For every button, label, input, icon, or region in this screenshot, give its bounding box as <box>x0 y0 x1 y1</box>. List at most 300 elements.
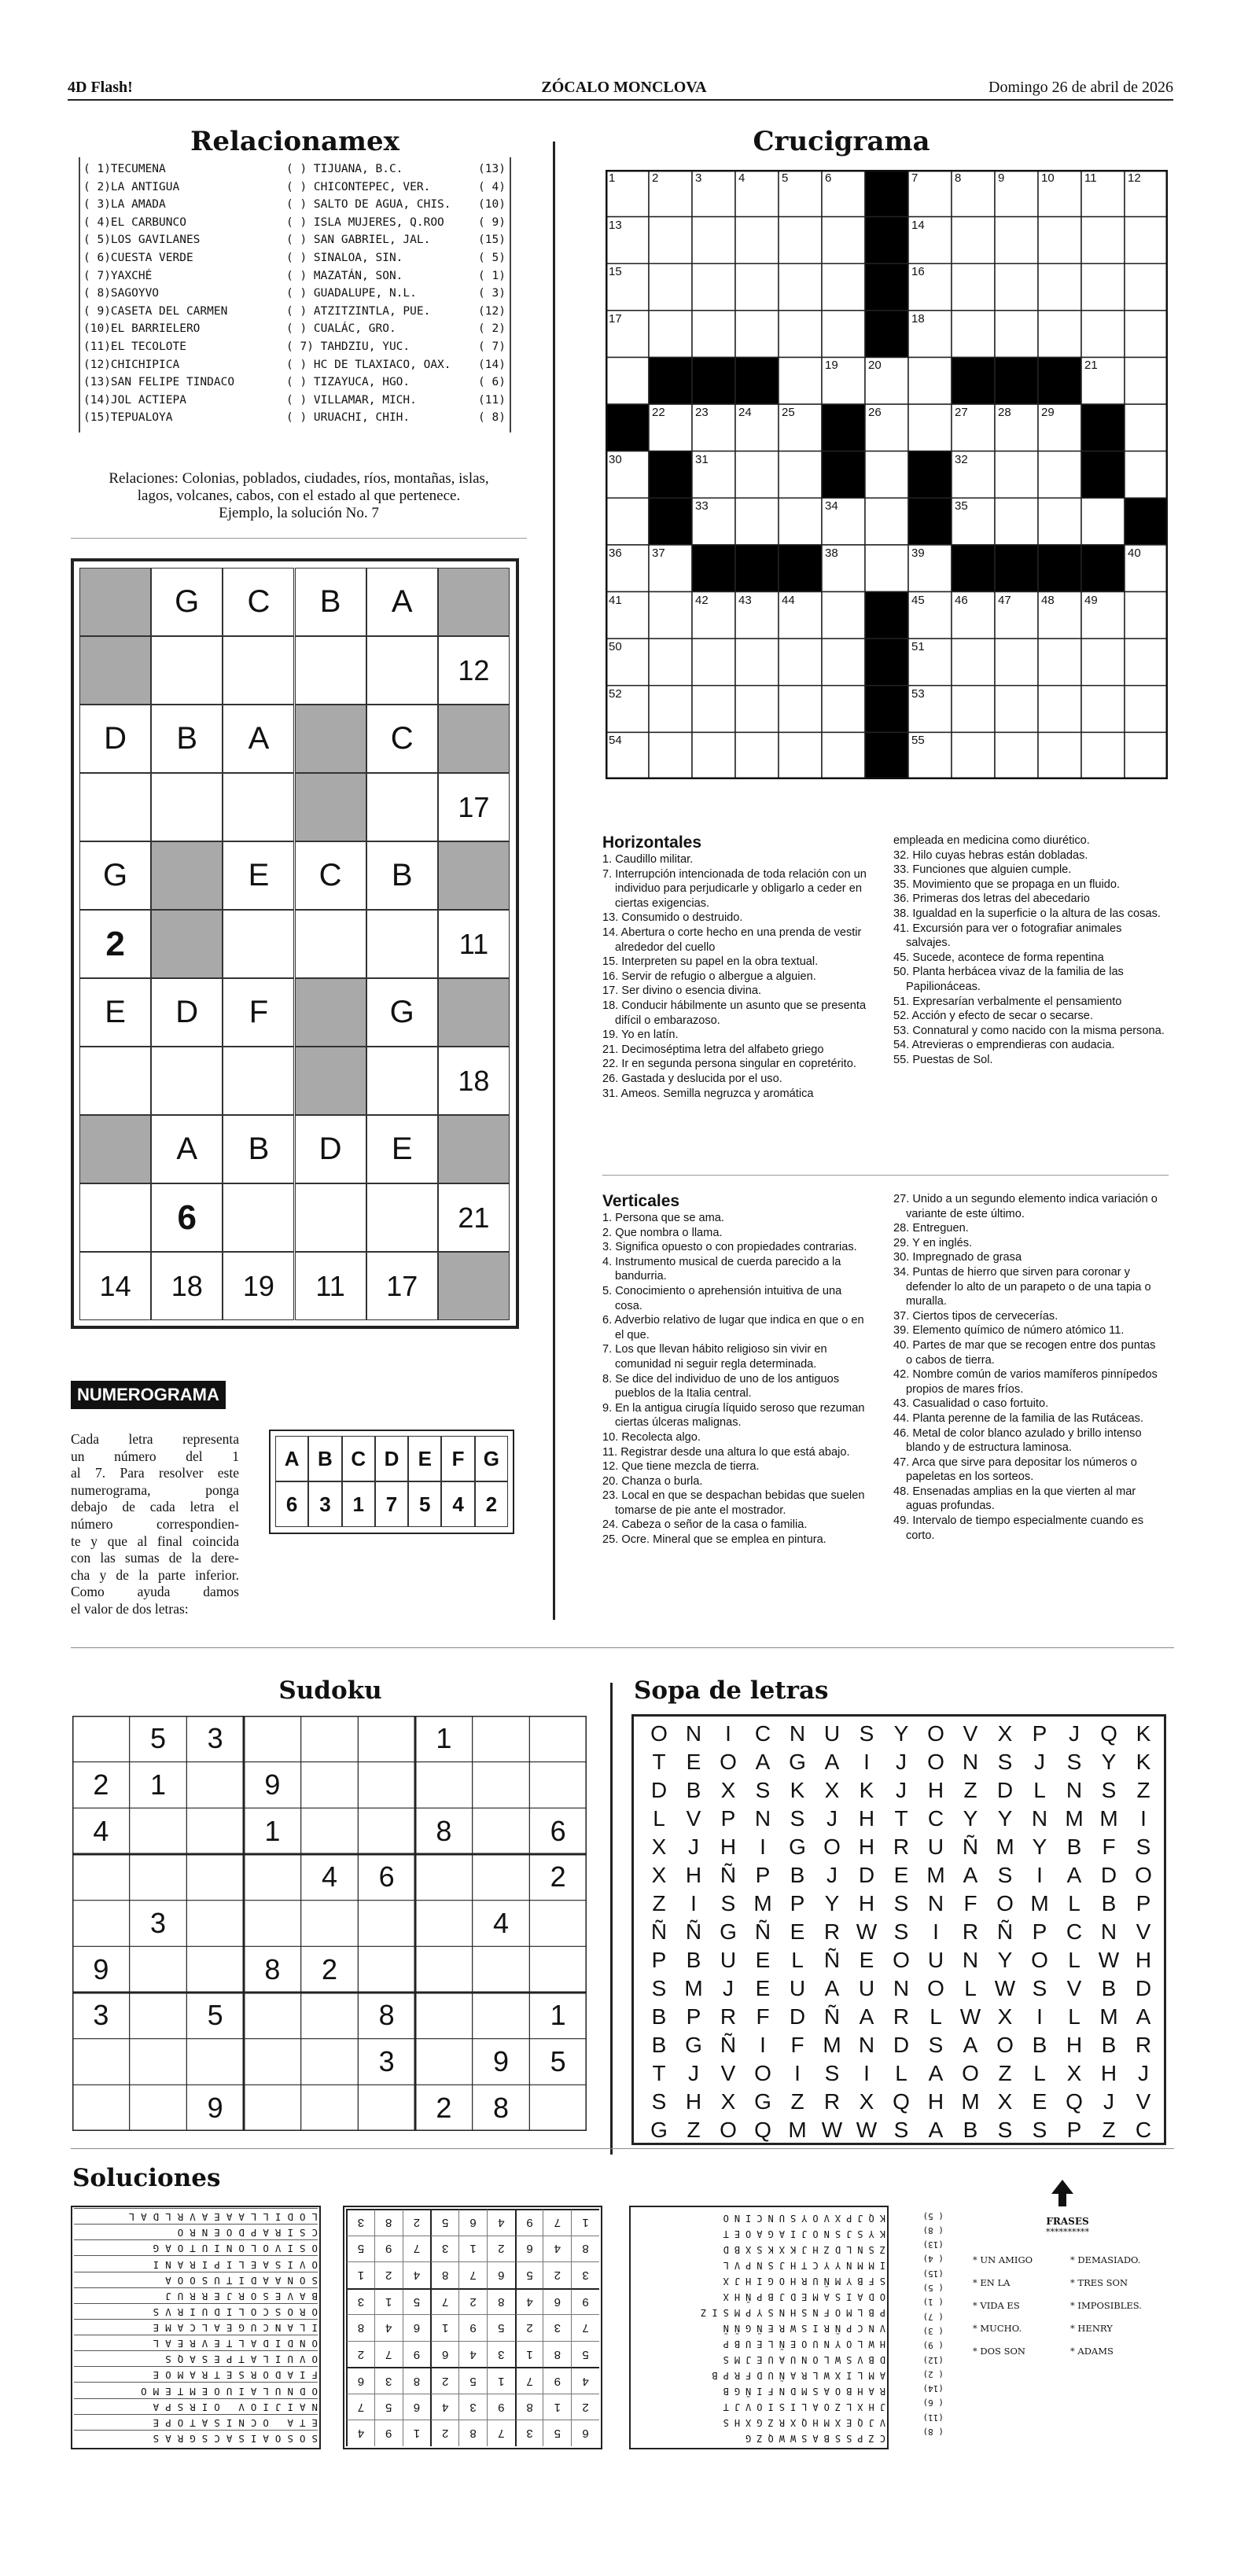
solution-sudoku-cell: 5 <box>458 2367 487 2394</box>
solution-crossword-row: SONAADITUSOOA <box>74 2272 318 2288</box>
sopa-letter: Ñ <box>823 2004 841 2029</box>
sudoku-given: 3 <box>378 2044 395 2077</box>
numero-cell <box>223 636 294 705</box>
sopa-row <box>642 1861 1161 1890</box>
relacion-left: ( 7)YAXCHÉ <box>83 269 153 282</box>
sopa-letter: D <box>893 2033 910 2057</box>
sopa-letter: A <box>1066 1863 1082 1887</box>
sopa-letter: M <box>996 1834 1014 1859</box>
shaded-cell <box>438 568 510 636</box>
sudoku-given: 9 <box>207 2091 223 2124</box>
numero-cell: 11 <box>295 1252 366 1320</box>
sopa-letter: P <box>720 1806 736 1831</box>
solution-relacion-item: ( 5) <box>922 2210 944 2221</box>
sopa-letter: C <box>1066 1919 1083 1944</box>
sopa-letter: S <box>1136 1834 1151 1859</box>
sudoku-given: 3 <box>207 1722 223 1755</box>
numero-cell <box>223 910 294 978</box>
sopa-letter: P <box>1066 2118 1082 2142</box>
sopa-letter: V <box>1066 1976 1082 2000</box>
solution-sudoku-cell: 2 <box>403 2209 431 2236</box>
solution-sudoku-cell: 5 <box>571 2341 599 2368</box>
solution-sudoku-cell: 5 <box>543 2420 571 2446</box>
sopa-letter: U <box>823 1721 841 1746</box>
numerograma-instructions <box>71 1431 239 1618</box>
solution-sudoku-cell: 2 <box>515 2314 543 2341</box>
sopa-row <box>642 2031 1161 2059</box>
sudoku-given: 5 <box>550 2044 566 2077</box>
sudoku-given: 1 <box>436 1722 452 1755</box>
solution-sudoku-cell: 6 <box>571 2420 599 2446</box>
sopa-letter: W <box>994 1976 1016 2000</box>
solution-sudoku-cell: 7 <box>515 2367 543 2394</box>
numero-cell: 11 <box>438 910 510 978</box>
sopa-letter: S <box>651 1976 667 2000</box>
cell-number: 31 <box>695 452 709 466</box>
sopa-letter: G <box>720 1919 737 1944</box>
sopa-letter: P <box>755 1863 771 1887</box>
relacion-left: (12)CHICHIPICA <box>83 358 180 371</box>
numero-cell: B <box>366 841 438 910</box>
clue-item: 47. Arca que sirve para depositar los números o papeletas en los sorteos. <box>893 1455 1137 1484</box>
sopa-letter: E <box>1032 2089 1047 2114</box>
sopa-letter: Y <box>893 1721 909 1746</box>
sopa-letter: V <box>720 2061 736 2085</box>
sopa-letter: J <box>826 1863 838 1887</box>
cell-number: 3 <box>695 171 702 185</box>
sopa-letter: O <box>720 2118 737 2142</box>
key-letter: F <box>441 1436 474 1481</box>
instruction-line: al 7. Para resolver este <box>71 1465 239 1481</box>
sopa-letter: X <box>1066 2061 1082 2085</box>
shaded-cell <box>295 705 366 773</box>
sopa-letter: M <box>1099 1806 1118 1831</box>
solution-sudoku-cell: 3 <box>515 2420 543 2446</box>
key-value: 6 <box>275 1481 308 1527</box>
shaded-cell <box>151 841 223 910</box>
relacion-answer: ( 4) <box>478 180 506 193</box>
sopa-letter: Z <box>687 2118 701 2142</box>
solution-sopa-row: VNCPÑRISWREÑGÑÑ <box>717 2323 885 2334</box>
sopa-letter: X <box>720 1778 736 1802</box>
sopa-letter: H <box>1135 1948 1152 1972</box>
solution-crossword-row: ODNULAIUOEMTEMO <box>74 2382 318 2398</box>
solution-sudoku-cell: 4 <box>374 2314 403 2341</box>
solution-sopa-row: CZPSSBASWWQZG <box>740 2433 885 2444</box>
sopa-letter: C <box>754 1721 771 1746</box>
sopa-letter: D <box>1135 1976 1152 2000</box>
sopa-letter: S <box>997 1863 1013 1887</box>
sudoku-given: 6 <box>550 1814 566 1847</box>
sopa-row <box>642 1974 1161 2003</box>
clue-item: 44. Planta perenne de la familia de las Rutáceas. <box>893 1411 1144 1425</box>
numero-cell <box>366 773 438 841</box>
solution-relacion-item: (11) <box>922 2412 944 2423</box>
frase-item: * TRES SON <box>1070 2277 1128 2288</box>
solution-sudoku-cell: 1 <box>458 2236 487 2262</box>
numero-cell <box>295 636 366 705</box>
relacion-left: (10)EL BARRIELERO <box>83 322 201 336</box>
solution-sudoku-cell: 5 <box>374 2394 403 2420</box>
frases-title: FRASES <box>1046 2216 1089 2227</box>
instruction-line: con las sumas de la dere- <box>71 1550 239 1566</box>
sopa-letter: I <box>863 1750 870 1774</box>
solution-sudoku-cell: 6 <box>515 2236 543 2262</box>
sopa-letter: U <box>789 1976 806 2000</box>
clue-item: 1. Caudillo militar. <box>602 853 694 866</box>
cell-number: 35 <box>955 499 968 513</box>
solution-sudoku-cell: 4 <box>458 2341 487 2368</box>
sopa-row <box>642 2088 1161 2116</box>
sopa-letter: E <box>755 1976 771 2000</box>
frase-item: * HENRY <box>1070 2323 1113 2334</box>
solution-sopa <box>629 2206 889 2449</box>
cell-number: 44 <box>782 593 795 607</box>
relacion-left: ( 9)CASETA DEL CARMEN <box>83 304 228 318</box>
solution-sudoku-cell: 8 <box>430 2261 458 2288</box>
relacion-left: ( 5)LOS GAVILANES <box>83 234 201 247</box>
sopa-letter: G <box>650 2118 668 2142</box>
instruction-line: Cada letra representa <box>71 1431 239 1447</box>
sopa-letter: I <box>794 2061 801 2085</box>
sopa-letter: P <box>1032 1721 1047 1746</box>
cell-number: 38 <box>825 546 838 560</box>
sopa-letter: N <box>789 1721 806 1746</box>
relacion-middle: ( ) TIZAYUCA, HGO. <box>286 376 410 389</box>
sopa-letter: O <box>996 1891 1014 1915</box>
solution-sudoku-cell: 2 <box>571 2394 599 2420</box>
sopa-letter: O <box>927 1750 944 1774</box>
numero-cell: 17 <box>366 1252 438 1320</box>
solution-sudoku-cell: 1 <box>487 2367 515 2394</box>
solution-sudoku-cell: 9 <box>571 2288 599 2315</box>
numero-cell <box>151 773 223 841</box>
sopa-letter: L <box>895 2061 907 2085</box>
sopa-row <box>642 1720 1161 1748</box>
sudoku-given: 5 <box>149 1722 166 1755</box>
numerograma-frame <box>71 558 519 1329</box>
solution-sudoku-cell: 3 <box>346 2288 374 2315</box>
sopa-letter: M <box>1030 1891 1049 1915</box>
sopa-letter: S <box>1032 1976 1047 2000</box>
frase-item: * EN LA <box>973 2277 1011 2288</box>
sudoku-given: 5 <box>207 1999 223 2032</box>
cell-number: 23 <box>695 406 709 420</box>
sopa-letter: B <box>1101 1976 1117 2000</box>
solution-sudoku <box>343 2206 602 2449</box>
sopa-letter: O <box>650 1721 668 1746</box>
sopa-letter: O <box>720 1750 737 1774</box>
relacion-answer: ( 1) <box>478 269 506 282</box>
sopa-letter: J <box>826 1806 838 1831</box>
sopa-letter: Ñ <box>754 1919 771 1944</box>
numero-cell: 18 <box>438 1047 510 1115</box>
shaded-cell <box>295 978 366 1047</box>
numero-cell: 6 <box>151 1183 223 1252</box>
clue-item: 12. Que tiene mezcla de tierra. <box>602 1460 760 1474</box>
sopa-row <box>642 1748 1161 1776</box>
numero-cell <box>366 1047 438 1115</box>
solution-sudoku-cell: 7 <box>403 2236 431 2262</box>
sopa-letter: H <box>858 1806 875 1831</box>
sudoku-given: 1 <box>149 1768 166 1801</box>
sopa-letter: Y <box>1101 1750 1117 1774</box>
frase-item: * DOS SON <box>973 2346 1025 2357</box>
sopa-row <box>642 1805 1161 1833</box>
key-letter: A <box>275 1436 308 1481</box>
numero-cell <box>223 1183 294 1252</box>
sopa-letter: E <box>893 1863 909 1887</box>
clue-item: 3. Significa opuesto o con propiedades contrarias. <box>602 1241 857 1254</box>
relacion-row <box>83 267 508 285</box>
solution-sudoku-cell: 6 <box>543 2288 571 2315</box>
solution-sudoku-cell: 3 <box>543 2314 571 2341</box>
sopa-letter: C <box>1135 2118 1152 2142</box>
clue-item: 7. Los que llevan hábito religioso sin vivir en comunidad ni seguir regla determinada. <box>602 1343 827 1371</box>
solution-relacion-item: ( 4) <box>922 2254 944 2265</box>
sopa-letter: C <box>927 1806 944 1831</box>
relacion-answer: (12) <box>478 304 506 318</box>
sopa-letter: V <box>963 1721 978 1746</box>
solution-sudoku-cell: 3 <box>346 2209 374 2236</box>
solution-sudoku-cell: 6 <box>346 2367 374 2394</box>
sopa-letter: X <box>997 2004 1013 2029</box>
sopa-letter: G <box>789 1834 806 1859</box>
sopa-letter: D <box>789 2004 806 2029</box>
numero-cell <box>295 1183 366 1252</box>
solution-sudoku-cell: 9 <box>543 2367 571 2394</box>
relacion-answer: ( 6) <box>478 376 506 389</box>
sopa-letter: Ñ <box>720 2033 737 2057</box>
solution-sudoku-cell: 2 <box>543 2261 571 2288</box>
sudoku-given: 8 <box>264 1952 281 1985</box>
numerograma-title: NUMEROGRAMA <box>71 1381 226 1409</box>
cell-number: 10 <box>1041 171 1055 185</box>
solution-sudoku-cell: 8 <box>571 2236 599 2262</box>
sopa-letter: P <box>1136 1891 1151 1915</box>
solution-sudoku-cell: 4 <box>346 2420 374 2446</box>
sudoku-given: 4 <box>93 1814 109 1847</box>
solution-sudoku-cell: 5 <box>430 2209 458 2236</box>
sopa-letter: Z <box>790 2089 804 2114</box>
sopa-letter: E <box>790 1919 805 1944</box>
sopa-letter: M <box>961 2089 980 2114</box>
sopa-letter: L <box>653 1806 665 1831</box>
relacion-left: ( 6)CUESTA VERDE <box>83 252 193 264</box>
frase-item: * MUCHO. <box>973 2323 1022 2334</box>
sopa-letter: Q <box>754 2118 771 2142</box>
sopa-letter: H <box>927 2089 944 2114</box>
solution-sudoku-cell: 6 <box>430 2341 458 2368</box>
solution-sudoku-cell: 9 <box>515 2209 543 2236</box>
sopa-letter: B <box>1032 2033 1047 2057</box>
relacion-answer: (11) <box>478 393 506 407</box>
sopa-letter: N <box>962 1948 979 1972</box>
note-line: Ejemplo, la solución No. 7 <box>219 505 379 521</box>
horizontales-title: Horizontales <box>602 834 702 852</box>
sopa-letter: W <box>959 2004 981 2029</box>
sopa-letter: X <box>859 2089 874 2114</box>
relacion-middle: ( ) CHICONTEPEC, VER. <box>286 180 431 193</box>
solution-sudoku-cell: 3 <box>571 2261 599 2288</box>
relacion-answer: ( 5) <box>478 252 506 264</box>
relacion-row <box>83 409 508 427</box>
relacion-row <box>83 178 508 197</box>
clue-item: 29. Y en inglés. <box>893 1236 973 1249</box>
sopa-letter: Z <box>963 1778 977 1802</box>
frase-item: * UN AMIGO <box>973 2254 1033 2265</box>
sopa-row <box>642 2003 1161 2031</box>
sopa-letter: W <box>1098 1948 1120 1972</box>
numero-cell: 2 <box>79 910 151 978</box>
sopa-letter: I <box>1036 2004 1043 2029</box>
solution-sudoku-cell: 6 <box>487 2261 515 2288</box>
sopa-row <box>642 2059 1161 2088</box>
solution-sudoku-cell: 9 <box>374 2236 403 2262</box>
key-value: 5 <box>408 1481 441 1527</box>
sudoku-title: Sudoku <box>278 1676 382 1705</box>
numero-cell: 17 <box>438 773 510 841</box>
sudoku-given: 2 <box>93 1768 109 1801</box>
sopa-letter: G <box>754 2089 771 2114</box>
solution-sudoku-cell: 5 <box>346 2236 374 2262</box>
sopa-letter: S <box>824 2061 840 2085</box>
cell-number: 27 <box>955 406 968 420</box>
relacion-answer: ( 8) <box>478 411 506 425</box>
cell-number: 20 <box>868 359 882 373</box>
cell-number: 2 <box>652 171 659 185</box>
sopa-letter: H <box>685 1863 702 1887</box>
solution-sopa-row: PBLMOFNSHNSYPMSIZ <box>695 2307 885 2318</box>
column-divider <box>553 142 555 1620</box>
frase-item: * DEMASIADO. <box>1070 2254 1141 2265</box>
clue-item: 46. Metal de color blanco azulado y brillo intenso blando y de estructura laminosa. <box>893 1426 1142 1455</box>
clue-item: 36. Primeras dos letras del abecedario <box>893 892 1090 906</box>
shaded-cell <box>79 1115 151 1183</box>
solution-sudoku-cell: 7 <box>346 2394 374 2420</box>
note-line: Relaciones: Colonias, poblados, ciudades, ríos, montañas, islas, <box>109 470 489 487</box>
numero-cell: E <box>79 978 151 1047</box>
sopa-letter: Z <box>652 1891 666 1915</box>
sopa-letter: R <box>893 1834 910 1859</box>
cell-number: 8 <box>955 171 962 185</box>
relacion-middle: ( ) ISLA MUJERES, Q.ROO <box>286 215 444 229</box>
sopa-letter: Z <box>998 2061 1012 2085</box>
clue-item: 17. Ser divino o esencia divina. <box>602 984 762 998</box>
sopa-title: Sopa de letras <box>634 1676 829 1705</box>
cell-number: 34 <box>825 499 838 513</box>
solution-sudoku-cell: 8 <box>543 2341 571 2368</box>
sopa-grid <box>631 1714 1166 2145</box>
sopa-letter: G <box>685 2033 702 2057</box>
solution-crossword-row: OROSCOLIDUIRVS <box>74 2303 318 2320</box>
sopa-letter: L <box>1033 2061 1046 2085</box>
sopa-letter: X <box>997 1721 1013 1746</box>
numero-cell: G <box>366 978 438 1047</box>
sopa-letter: D <box>650 1778 668 1802</box>
solution-crossword-row: BAVESORJERRUJ <box>74 2287 318 2304</box>
relacion-answer: (13) <box>478 163 506 175</box>
numero-cell: 14 <box>79 1252 151 1320</box>
sopa-letter: S <box>651 2089 667 2114</box>
sopa-letter: A <box>755 1750 771 1774</box>
sopa-letter: J <box>688 1834 699 1859</box>
numero-cell <box>366 1183 438 1252</box>
cell-number: 26 <box>868 406 882 420</box>
clue-item: 9. En la antigua cirugía líquido seroso que rezuman ciertas úlceras malignas. <box>602 1401 865 1430</box>
sopa-letter: R <box>893 2004 910 2029</box>
issue-date: Domingo 26 de abril de 2026 <box>988 79 1173 96</box>
sopa-letter: N <box>927 1891 944 1915</box>
solution-sudoku-cell: 6 <box>403 2394 431 2420</box>
solution-sudoku-cell: 3 <box>430 2236 458 2262</box>
solution-crossword-row: CSIRAPDOENRO <box>74 2224 318 2240</box>
cell-number: 42 <box>695 593 709 607</box>
cell-number: 24 <box>738 406 752 420</box>
cell-number: 28 <box>998 406 1011 420</box>
sopa-letter: N <box>1031 1806 1048 1831</box>
numero-cell: C <box>223 568 294 636</box>
relacion-left: (14)JOL ACTIEPA <box>83 393 186 407</box>
solution-sudoku-cell: 5 <box>403 2288 431 2315</box>
column-divider-bottom <box>610 1683 613 2155</box>
frase-item: * VIDA ES <box>973 2300 1020 2311</box>
sopa-letter: J <box>1103 2089 1114 2114</box>
sopa-letter: D <box>996 1778 1014 1802</box>
sopa-letter: D <box>1100 1863 1117 1887</box>
cell-number: 49 <box>1084 593 1098 607</box>
sopa-letter: L <box>1068 1891 1080 1915</box>
solution-sudoku-cell: 4 <box>571 2367 599 2394</box>
sopa-letter: S <box>1032 2118 1047 2142</box>
sopa-letter: Z <box>1136 1778 1150 1802</box>
solution-crossword-row: OVUILATPESAQS <box>74 2350 318 2367</box>
cell-number: 54 <box>609 734 622 748</box>
solution-sudoku-cell: 2 <box>458 2288 487 2315</box>
sopa-letter: F <box>756 2004 770 2029</box>
horizontales-block <box>602 834 1169 1164</box>
sopa-letter: B <box>1101 2033 1117 2057</box>
shaded-cell <box>438 841 510 910</box>
solution-relacion-item: ( 6) <box>922 2398 944 2409</box>
cell-number: 1 <box>609 171 616 185</box>
sopa-letter: M <box>823 2033 841 2057</box>
sopa-letter: T <box>652 1750 666 1774</box>
sopa-letter: R <box>962 1919 979 1944</box>
solution-sudoku-cell: 8 <box>346 2314 374 2341</box>
clue-item: empleada en medicina como diurético. <box>893 834 1090 847</box>
shaded-cell <box>79 568 151 636</box>
key-value: 1 <box>342 1481 375 1527</box>
sopa-letter: R <box>1135 2033 1152 2057</box>
sopa-letter: X <box>651 1834 667 1859</box>
shaded-cell <box>438 1252 510 1320</box>
clue-item: 38. Igualdad en la superficie o la altura de las cosas. <box>893 907 1161 920</box>
sopa-letter: A <box>824 1750 840 1774</box>
sudoku-given: 8 <box>436 1814 452 1847</box>
clue-item: 26. Gastada y deslucida por el uso. <box>602 1072 782 1085</box>
solution-sudoku-cell: 7 <box>430 2288 458 2315</box>
cell-number: 14 <box>911 218 925 232</box>
sudoku-given: 9 <box>264 1768 281 1801</box>
sopa-letter: A <box>859 2004 874 2029</box>
sopa-letter: S <box>893 2118 909 2142</box>
sopa-letter: H <box>858 1891 875 1915</box>
section-divider-2 <box>71 2148 1174 2149</box>
clue-item: 37. Ciertos tipos de cervecerías. <box>893 1309 1058 1323</box>
header-rule <box>68 99 1173 101</box>
solution-sudoku-cell: 2 <box>346 2341 374 2368</box>
